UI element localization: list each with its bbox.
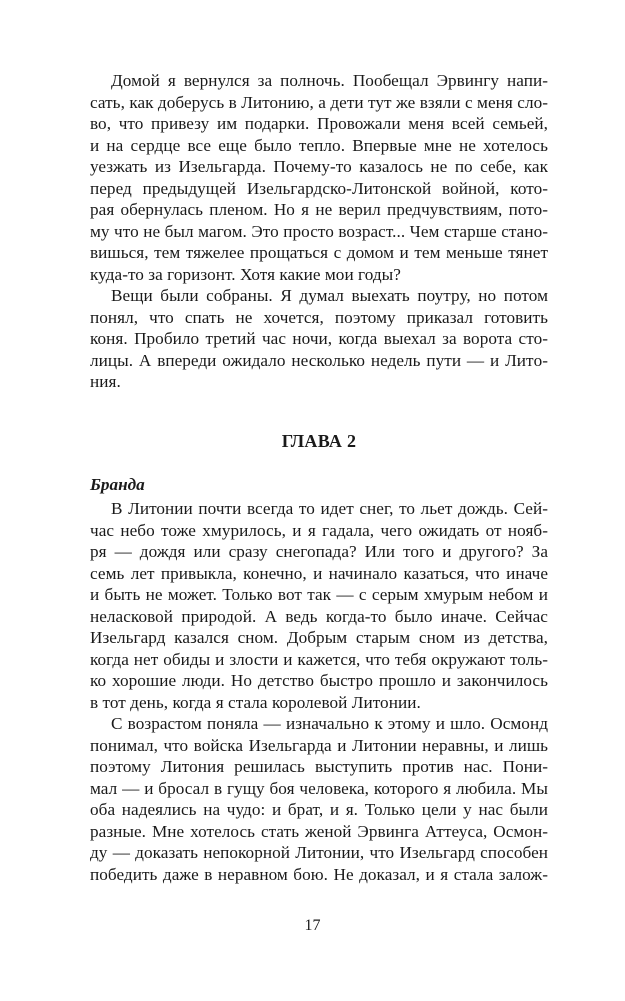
text-line: оба надеялись на чудо: и брат, и я. Только цели у нас были <box>90 800 548 819</box>
page-number: 17 <box>304 917 321 934</box>
text-line: му что не был магом. Это просто возраст... Чем старше стано- <box>90 221 548 241</box>
chapter-title: ГЛАВА 2 <box>281 430 357 451</box>
text-line: разные. Мне хотелось стать женой Эрвинга Аттеуса, Осмон- <box>90 821 548 841</box>
paragraph <box>90 498 548 713</box>
text-line: рая обернулась пленом. Но я не верил предчувствиям, пото- <box>90 200 548 219</box>
text-line: поэтому Литония решилась выступить против нас. Пони- <box>90 757 548 776</box>
text-line: ния. <box>90 372 121 391</box>
text-line: во, что привезу им подарки. Провожали меня всей семьей, <box>90 114 548 133</box>
text-line: коня. Пробило третий час ночи, когда выехал за ворота сто- <box>90 329 548 348</box>
text-line: Изельгард казался сном. Добрым старым сном из детства, <box>90 628 548 647</box>
text-line: ря — дождя или сразу снегопада? Или того и другого? За <box>90 542 548 561</box>
text-line: сать, как доберусь в Литонию, а дети тут же взяли с меня сло- <box>90 92 548 112</box>
text-line: в тот день, когда я стала королевой Литонии. <box>90 692 421 712</box>
text-line: Домой я вернулся за полночь. Пообещал Эрвингу напи- <box>111 71 548 90</box>
text-line: Вещи были собраны. Я думал выехать поутру, но потом <box>111 286 548 305</box>
text-line: С возрастом поняла — изначально к этому и шло. Осмонд <box>111 714 548 733</box>
text-line: когда нет обиды и злости и кажется, что тебя окружают толь- <box>90 649 548 669</box>
text-line: победить даже в неравном бою. Не доказал, и я стала залож- <box>90 864 548 884</box>
text-line: мал — и бросал в гущу боя человека, которого я любила. Мы <box>90 778 548 798</box>
paragraph <box>90 70 548 285</box>
text-line: неласковой природой. А ведь когда-то было иначе. Сейчас <box>90 606 548 626</box>
text-line: понял, что спать не хочется, поэтому приказал готовить <box>90 307 548 327</box>
text-line: вишься, тем тяжелее прощаться с домом и тем меньше тянет <box>90 243 548 262</box>
text-line: куда-то за горизонт. Хотя какие мои годы? <box>90 264 401 284</box>
text-line: В Литонии почти всегда то идет снег, то льет дождь. Сей- <box>111 499 548 518</box>
text-line: и на сердце все еще было тепло. Впервые мне не хотелось <box>90 135 548 155</box>
text-line: ду — доказать непокорной Литонии, что Изельгард способен <box>90 843 548 862</box>
text-line: понимал, что войска Изельгарда и Литонии неравны, и лишь <box>90 735 548 755</box>
text-line: семь лет привыкла, конечно, и начинало казаться, что иначе <box>90 563 548 583</box>
section-subheading: Бранда <box>90 474 145 494</box>
text-line: уезжать из Изельгарда. Почему-то казалось не по себе, как <box>90 157 548 176</box>
book-page-text <box>90 70 548 885</box>
text-line: ко хорошие люди. Но детство быстро прошло и закончилось <box>90 671 548 690</box>
paragraph <box>90 285 548 393</box>
text-line: перед предыдущей Изельгардско-Литонской войной, кото- <box>90 178 548 198</box>
paragraph <box>90 713 548 885</box>
text-line: и быть не может. Только вот так — с серым хмурым небом и <box>90 585 548 604</box>
text-line: час небо тоже хмурилось, и я гадала, чего ожидать от нояб- <box>90 520 548 540</box>
text-line: лицы. А впереди ожидало несколько недель пути — и Литo- <box>90 350 548 370</box>
